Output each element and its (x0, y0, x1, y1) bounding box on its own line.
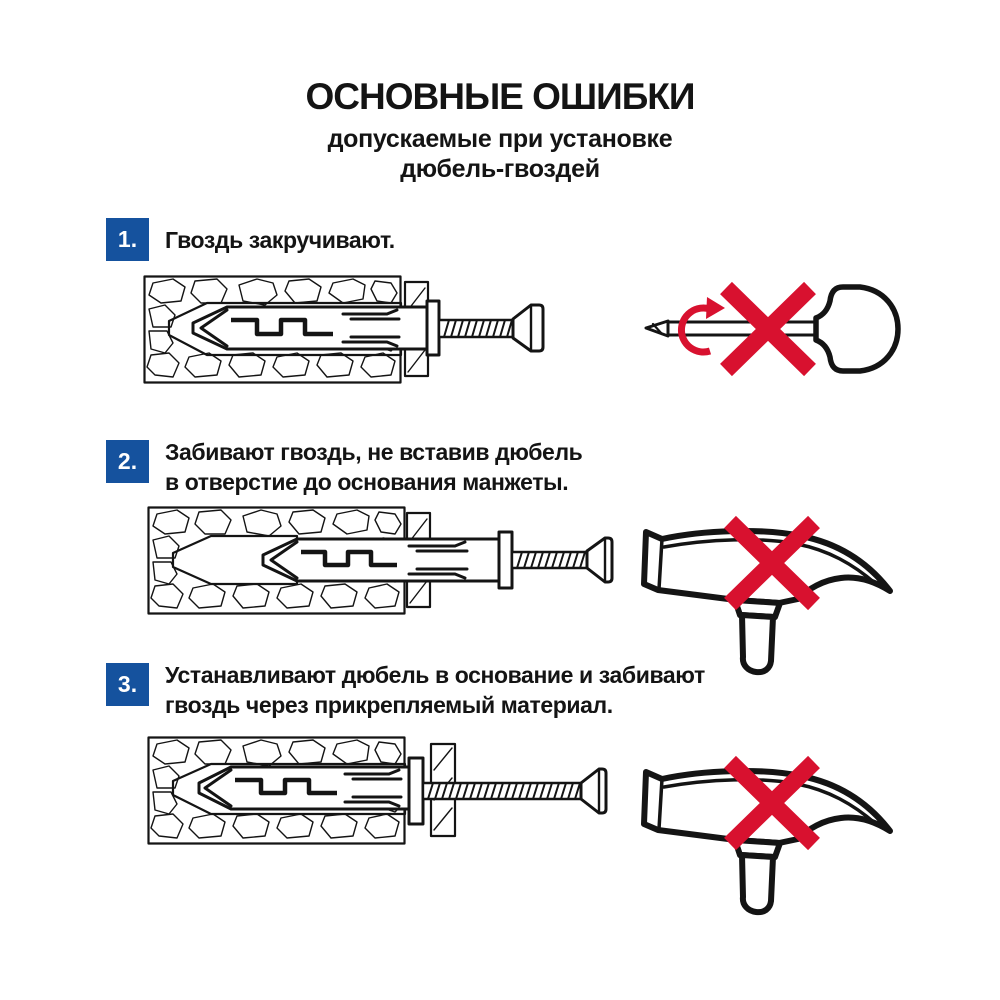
step-3-number-badge (106, 663, 149, 706)
illustration-1-dowel-in-wall (143, 275, 553, 389)
dowel (193, 301, 439, 355)
step-1-number: 1. (117, 226, 138, 252)
step-2-line-1: Забивают гвоздь, не вставив дюбель (165, 439, 583, 465)
screw (439, 305, 543, 351)
step-2-text (165, 437, 582, 497)
dowel-collar (427, 301, 439, 355)
illustration-2-dowel-partially-inserted (147, 506, 617, 620)
illustration-3-nail-through-material (147, 736, 611, 848)
step-2-number-badge (106, 440, 149, 483)
step-1-number-badge (106, 218, 149, 261)
subtitle-line-1: допускаемые при установке (327, 125, 673, 153)
header (0, 76, 1000, 184)
step-3-line-1: Устанавливают дюбель в основание и забивают (165, 662, 705, 688)
step-3-text (165, 660, 705, 720)
step-3-line-2: гвоздь через прикрепляемый материал. (165, 692, 613, 718)
hammer-crossed-out-icon (638, 514, 900, 676)
subtitle-line-2: дюбель-гвоздей (400, 155, 600, 183)
screw (512, 538, 612, 582)
step-2-line-2: в отверстие до основания манжеты. (165, 469, 569, 495)
page-title: ОСНОВНЫЕ ОШИБКИ (305, 76, 695, 117)
screw-head (587, 538, 612, 582)
screw-head (513, 305, 543, 351)
screw-head (581, 769, 606, 813)
step-1-line-1: Гвоздь закручивают. (165, 227, 395, 253)
step-3-number: 3. (117, 671, 138, 697)
hammer-crossed-out-icon (638, 754, 900, 916)
step-2-number: 2. (117, 448, 138, 474)
dowel-collar (499, 532, 512, 588)
screwdriver-crossed-out-icon (640, 278, 902, 380)
step-1-text (165, 225, 395, 255)
dowel (263, 532, 512, 588)
dowel-collar (409, 758, 423, 824)
